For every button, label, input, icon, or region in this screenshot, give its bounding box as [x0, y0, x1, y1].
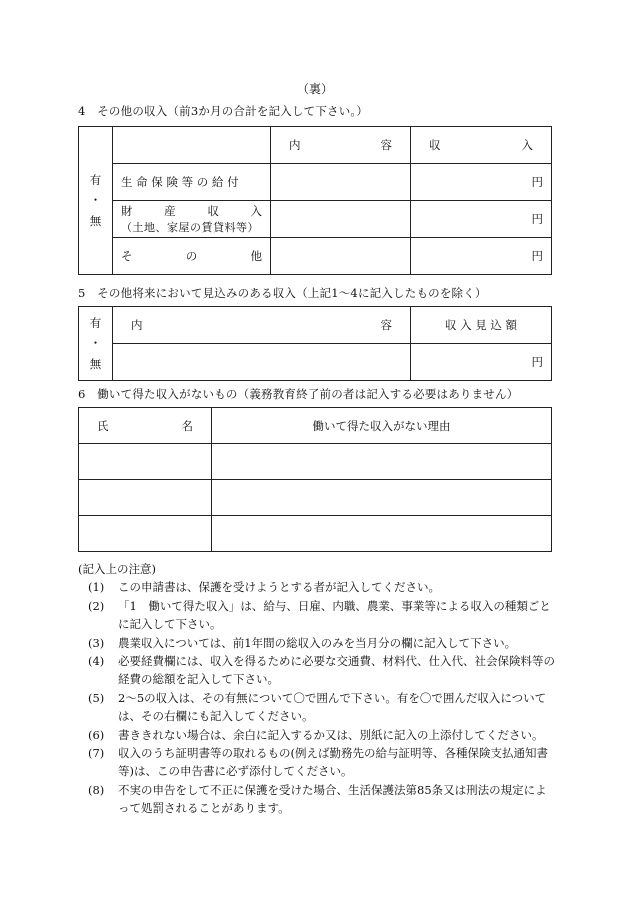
notes-title: (記入上の注意): [78, 562, 156, 576]
name-cell[interactable]: [79, 516, 212, 552]
name-cell[interactable]: [79, 480, 212, 516]
section-5-title: 5 その他将来において見込みのある収入（上記1～4に記入したものを除く）: [78, 286, 487, 300]
header-content: 内 容: [113, 307, 411, 344]
note-item: (3) 農業収入については、前1年間の総収入のみを当月分の欄に記入して下さい。: [88, 635, 517, 650]
note-item: (1) この申請書は、保護を受けようとする者が記入してください。: [88, 580, 440, 595]
note-item: (4) 必要経費欄には、収入を得るために必要な交通費、材料代、仕入代、社会保険料等の経費の総額を記入して下さい。: [88, 653, 555, 687]
section-4-title: 4 その他の収入（前3か月の合計を記入して下さい。）: [78, 104, 369, 118]
presence-flag[interactable]: [79, 307, 113, 381]
row-life-insurance-label: 生 命 保 険 等 の 給 付: [113, 164, 271, 201]
flag-yes: 有: [89, 315, 102, 330]
page-side-label: （裏）: [296, 82, 333, 96]
reason-cell[interactable]: [212, 480, 552, 516]
notes-section: [78, 560, 558, 817]
row-other-content[interactable]: [271, 238, 411, 275]
row-other-label: そ の 他: [113, 238, 271, 275]
reason-cell[interactable]: [212, 444, 552, 480]
row-life-insurance-amount[interactable]: 円: [411, 164, 552, 201]
future-income-amount[interactable]: 円: [411, 344, 552, 381]
row-property-income-content[interactable]: [271, 201, 411, 238]
future-income-content[interactable]: [113, 344, 411, 381]
flag-dot: ・: [89, 193, 102, 208]
note-item: (7) 収入のうち証明書等の取れるもの(例えば勤務先の給与証明等、各種保険支払通知書等)は、この申告書に必ず添付してください。: [88, 745, 548, 779]
note-item: (5) 2～5の収入は、その有無について〇で囲んで下さい。有を〇で囲んだ収入については、その右欄にも記入してください。: [88, 690, 547, 724]
flag-no: 無: [89, 356, 102, 371]
note-item: (2) 「1 働いて得た収入」は、給与、日雇、内職、農業、事業等による収入の種類ごとに記入して下さい。: [88, 598, 551, 632]
header-blank: [113, 127, 271, 164]
name-cell[interactable]: [79, 444, 212, 480]
flag-yes: 有: [89, 172, 102, 187]
header-expected-amount: 収 入 見 込 額: [411, 307, 552, 344]
row-life-insurance-content[interactable]: [271, 164, 411, 201]
note-item: (8) 不実の申告をして不正に保護を受けた場合、生活保護法第85条又は刑法の規定によって処罰されることがあります。: [88, 782, 547, 816]
flag-no: 無: [89, 213, 102, 228]
row-other-amount[interactable]: 円: [411, 238, 552, 275]
header-income: 収 入: [411, 127, 552, 164]
presence-flag[interactable]: [79, 127, 113, 275]
future-income-table: [78, 306, 552, 381]
header-name: 氏 名: [79, 408, 212, 444]
header-reason: 働いて得た収入がない理由: [212, 408, 552, 444]
note-item: (6) 書ききれない場合は、余白に記入するか又は、別紙に記入の上添付してください。: [88, 727, 544, 742]
flag-dot: ・: [89, 336, 102, 351]
row-property-income-amount[interactable]: 円: [411, 201, 552, 238]
header-content: 内 容: [271, 127, 411, 164]
reason-cell[interactable]: [212, 516, 552, 552]
other-income-table: [78, 126, 552, 275]
no-work-income-table: [78, 407, 552, 552]
section-6-title: 6 働いて得た収入がないもの（義務教育終了前の者は記入する必要はありません）: [78, 387, 519, 401]
row-property-income-label: 財 産 収 入 （土地、家屋の賃貸料等）: [113, 201, 271, 238]
